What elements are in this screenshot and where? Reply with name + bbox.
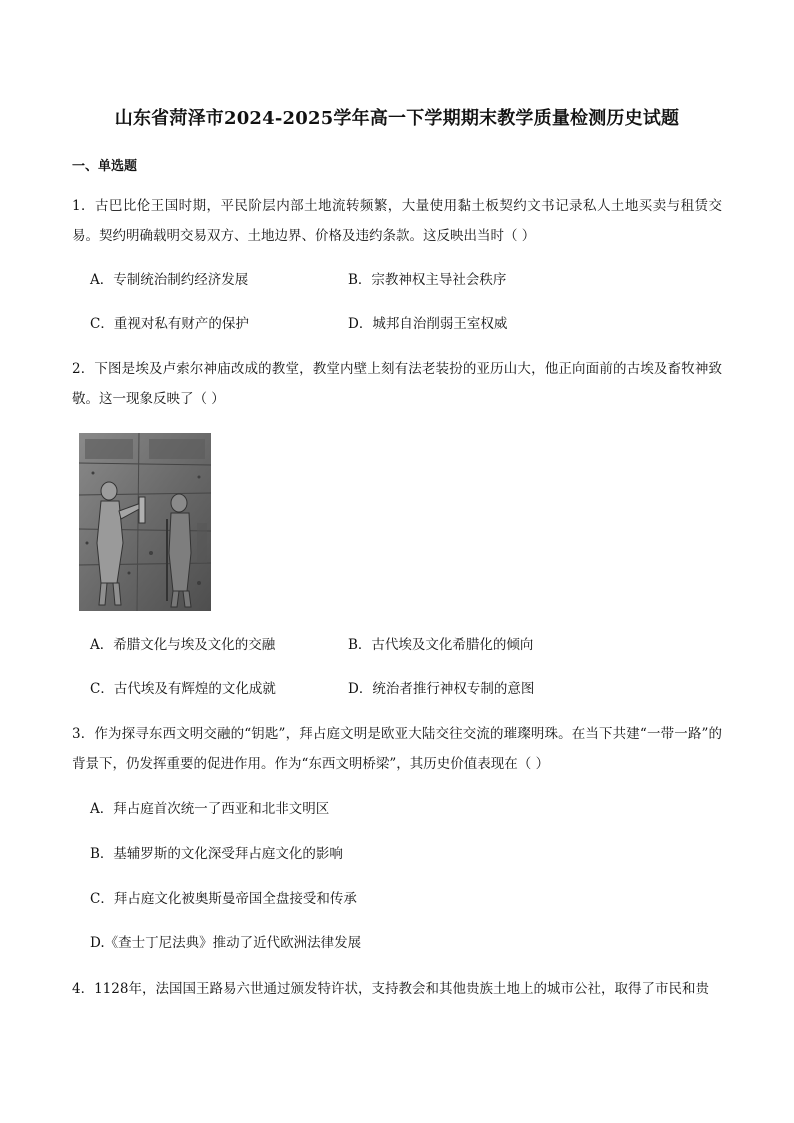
question-2-option-a[interactable]: A．希腊文化与埃及文化的交融 xyxy=(90,637,276,653)
question-3-option-c[interactable]: C．拜占庭文化被奥斯曼帝国全盘接受和传承 xyxy=(90,891,357,907)
question-1-stem: 1．古巴比伦王国时期，平民阶层内部土地流转频繁，大量使用黏土板契约文书记录私人土地买卖与租赁交易。契约明确载明交易双方、土地边界、价格及违约条款。这反映出当时（ ） xyxy=(72,198,722,244)
question-3-option-d[interactable]: D.《查士丁尼法典》推动了近代欧洲法律发展 xyxy=(90,935,362,951)
question-2-option-d[interactable]: D．统治者推行神权专制的意图 xyxy=(348,681,535,697)
question-1-option-a[interactable]: A．专制统治制约经济发展 xyxy=(90,272,249,288)
question-2-option-c[interactable]: C．古代埃及有辉煌的文化成就 xyxy=(90,681,276,697)
egyptian-relief-photo-icon xyxy=(79,433,211,611)
page-title: 山东省菏泽市2024-2025学年高一下学期期末教学质量检测历史试题 xyxy=(114,108,680,129)
question-2-option-b[interactable]: B．古代埃及文化希腊化的倾向 xyxy=(348,637,534,653)
question-1-option-b[interactable]: B．宗教神权主导社会秩序 xyxy=(348,272,507,288)
section-heading: 一、单选题 xyxy=(72,159,138,174)
question-3-stem: 3．作为探寻东西文明交融的“钥匙”，拜占庭文明是欧亚大陆交往交流的璀璨明珠。在当下共建“一带一路”的背景下，仍发挥重要的促进作用。作为“东西文明桥梁”，其历史价值表现在（ ） xyxy=(72,726,722,772)
question-3-option-b[interactable]: B．基辅罗斯的文化深受拜占庭文化的影响 xyxy=(90,846,343,862)
question-2-stem: 2．下图是埃及卢索尔神庙改成的教堂，教堂内壁上刻有法老装扮的亚历山大，他正向面前的古埃及畜牧神致敬。这一现象反映了（ ） xyxy=(72,361,722,407)
question-1-option-d[interactable]: D．城邦自治削弱王室权威 xyxy=(348,316,508,332)
question-3-option-a[interactable]: A．拜占庭首次统一了西亚和北非文明区 xyxy=(90,801,330,817)
question-1-option-c[interactable]: C．重视对私有财产的保护 xyxy=(90,316,249,332)
question-4-stem: 4．1128年，法国国王路易六世通过颁发特许状，支持教会和其他贵族土地上的城市公社，取得了市民和贵 xyxy=(72,981,709,997)
